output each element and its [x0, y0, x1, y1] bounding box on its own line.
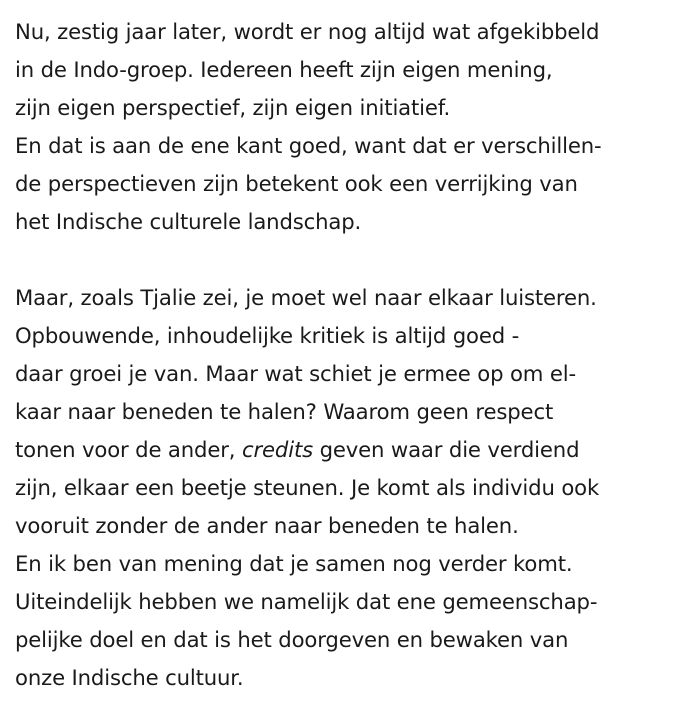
document-page — [15, 13, 677, 697]
text-line: onze Indische cultuur. — [15, 665, 244, 690]
text-line: kaar naar beneden te halen? Waarom geen respect — [15, 399, 554, 424]
text-line: Opbouwende, inhoudelijke kritiek is altijd goed - — [15, 323, 520, 348]
paragraph-1 — [15, 13, 677, 241]
text-line: En dat is aan de ene kant goed, want dat er verschillen- — [15, 133, 602, 158]
text-line: in de Indo-groep. Iedereen heeft zijn eigen mening, — [15, 57, 553, 82]
text-line: Maar, zoals Tjalie zei, je moet wel naar elkaar luisteren. — [15, 285, 597, 310]
text-line: vooruit zonder de ander naar beneden te halen. — [15, 513, 519, 538]
text-line: daar groei je van. Maar wat schiet je ermee op om el- — [15, 361, 576, 386]
text-line: de perspectieven zijn betekent ook een verrijking van — [15, 171, 578, 196]
text-line: zijn, elkaar een beetje steunen. Je komt als individu ook — [15, 475, 600, 500]
text-line: pelijke doel en dat is het doorgeven en bewaken van — [15, 627, 569, 652]
text-line-with-emphasis — [15, 431, 677, 469]
text-line: zijn eigen perspectief, zijn eigen initiatief. — [15, 95, 451, 120]
text-segment: tonen voor de ander, — [15, 437, 242, 462]
text-line: Uiteindelijk hebben we namelijk dat ene gemeenschap- — [15, 589, 598, 614]
text-line: het Indische culturele landschap. — [15, 209, 362, 234]
text-line: Nu, zestig jaar later, wordt er nog altijd wat afgekibbeld — [15, 19, 600, 44]
emphasized-word: credits — [241, 437, 313, 462]
text-segment: geven waar die verdiend — [313, 437, 580, 462]
text-line: En ik ben van mening dat je samen nog verder komt. — [15, 551, 573, 576]
paragraph-2 — [15, 279, 677, 697]
